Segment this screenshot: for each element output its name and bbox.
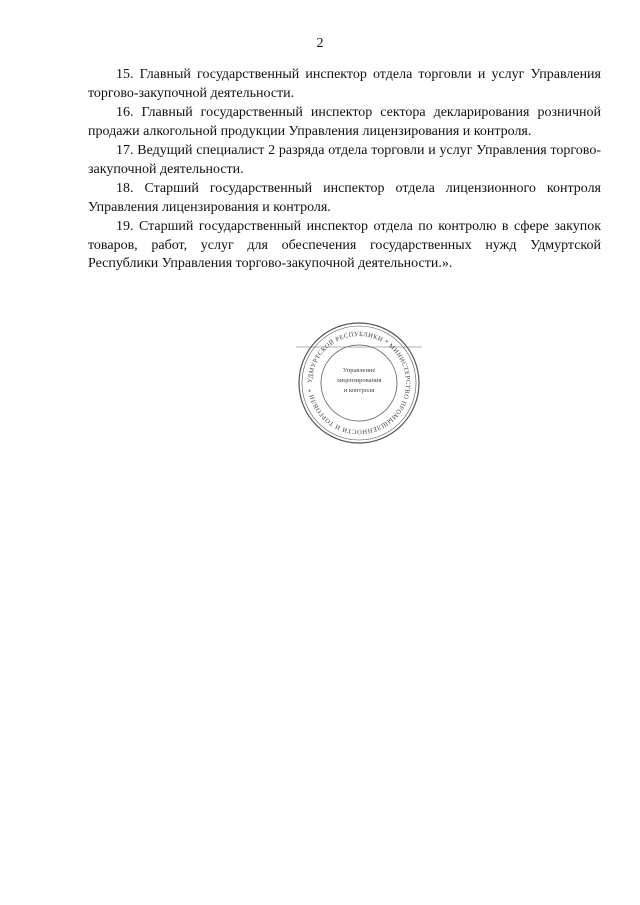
list-item-19: 19. Старший государственный инспектор отдела по контролю в сфере закупок товаров, работ, услуг для обеспечения государственных нужд Удмуртской Республики Управления торгово-закупочной деятельности.». [88,219,601,271]
stamp-center-line-2: лицензирования [336,377,382,384]
list-item-18: 18. Старший государственный инспектор отдела лицензионного контроля Управления лицензирования и контроля. [88,181,601,215]
list-items [88,66,601,275]
list-item-17: 17. Ведущий специалист 2 разряда отдела торговли и услуг Управления торгово-закупочной деятельности. [88,143,601,177]
official-stamp [296,320,422,446]
page-number: 2 [316,36,324,51]
list-item-15: 15. Главный государственный инспектор отдела торговли и услуг Управления торгово-закупочной деятельности. [88,67,601,101]
stamp-ring-text: УДМУРТСКОЙ РЕСПУБЛИКИ * МИНИСТЕРСТВО ПРОМЫШЛЕННОСТИ И ТОРГОВЛИ * [306,330,412,436]
stamp-center-line-3: и контроля [343,387,375,394]
stamp-center-line-1: Управление [342,367,376,374]
list-item-16: 16. Главный государственный инспектор сектора декларирования розничной продажи алкогольной продукции Управления лицензирования и контроля. [88,105,601,139]
stamp-seal-icon [296,320,422,446]
